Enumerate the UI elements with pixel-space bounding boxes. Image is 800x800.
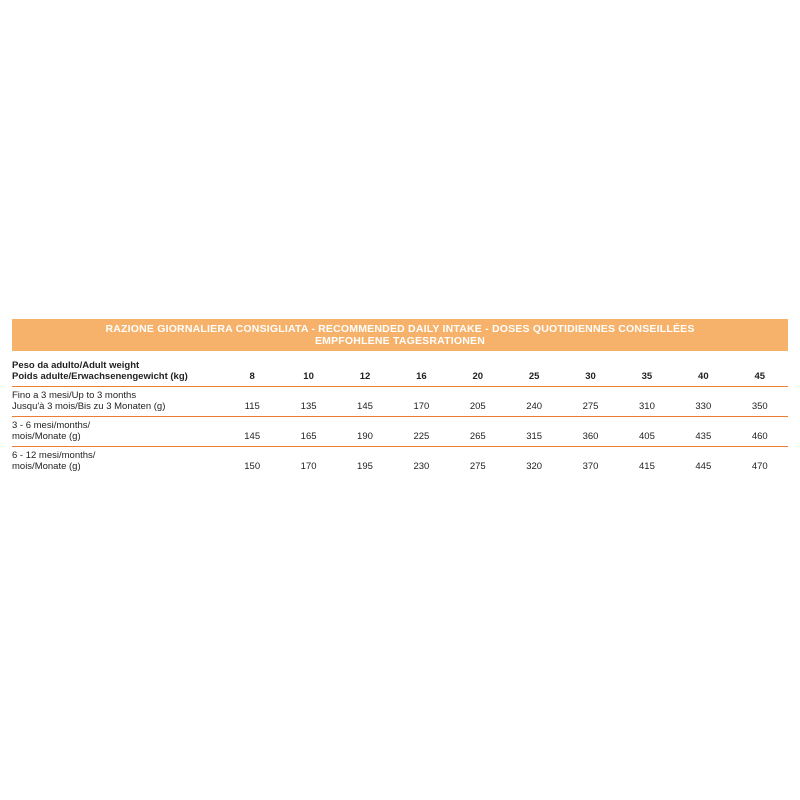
ration-cell: 460 xyxy=(751,431,768,442)
weight-column-header: 25 xyxy=(528,371,540,382)
weight-column-header: 45 xyxy=(754,371,766,382)
ration-cell: 150 xyxy=(244,461,261,472)
ration-cell: 230 xyxy=(413,461,430,472)
weight-column-header: 40 xyxy=(698,371,709,382)
weight-column-header: 16 xyxy=(416,371,427,382)
weight-column-header: 10 xyxy=(303,371,314,382)
ration-cell: 360 xyxy=(582,431,599,442)
ration-cell: 190 xyxy=(357,431,373,442)
weight-header-line-2: Poids adulte/Erwachsenengewicht (kg) xyxy=(12,371,188,382)
table-title-line-2: EMPFOHLENE TAGESRATIONEN xyxy=(314,335,486,347)
ration-cell: 165 xyxy=(300,431,317,442)
weight-header-line-1: Peso da adulto/Adult weight xyxy=(12,360,140,371)
ration-cell: 310 xyxy=(639,401,655,412)
ration-cell: 240 xyxy=(526,401,543,412)
ration-cell: 275 xyxy=(469,461,486,472)
ration-cell: 370 xyxy=(582,461,599,472)
table-title-banner xyxy=(12,319,788,351)
table-row xyxy=(12,447,788,477)
table-row xyxy=(12,417,788,447)
ration-cell: 195 xyxy=(357,461,373,472)
ration-cell: 145 xyxy=(357,401,373,412)
age-range-line-2: Jusqu'à 3 mois/Bis zu 3 Monaten (g) xyxy=(12,401,166,412)
weight-column-header: 20 xyxy=(472,371,484,382)
ration-cell: 115 xyxy=(244,401,260,412)
ration-cell: 225 xyxy=(413,431,430,442)
ration-cell: 275 xyxy=(582,401,599,412)
age-range-line-2: mois/Monate (g) xyxy=(12,431,81,442)
table-header-row xyxy=(12,360,788,387)
age-range-label xyxy=(12,387,224,417)
age-range-label xyxy=(12,447,224,477)
table-title-line-1: RAZIONE GIORNALIERA CONSIGLIATA - RECOMMENDED DAILY INTAKE - DOSES QUOTIDIENNES CONSEILLÉES xyxy=(105,323,695,335)
ration-cell: 135 xyxy=(300,401,317,412)
ration-cell: 170 xyxy=(413,401,430,412)
ration-cell: 350 xyxy=(751,401,768,412)
ration-cell: 170 xyxy=(300,461,317,472)
ration-cell: 205 xyxy=(469,401,486,412)
ration-cell: 320 xyxy=(526,461,543,472)
ration-cell: 405 xyxy=(639,431,655,442)
ration-cell: 415 xyxy=(639,461,655,472)
age-range-line-1: Fino a 3 mesi/Up to 3 months xyxy=(12,390,137,401)
feeding-table xyxy=(12,360,788,476)
age-range-line-1: 6 - 12 mesi/months/ xyxy=(12,450,96,461)
weight-column-header: 35 xyxy=(641,371,653,382)
weight-header-label xyxy=(12,360,224,387)
weight-column-header: 30 xyxy=(585,371,596,382)
feeding-guide xyxy=(12,319,788,476)
ration-cell: 445 xyxy=(695,461,712,472)
ration-cell: 435 xyxy=(695,431,712,442)
weight-column-header: 12 xyxy=(359,371,371,382)
age-range-line-2: mois/Monate (g) xyxy=(12,461,81,472)
table-row xyxy=(12,387,788,417)
age-range-label xyxy=(12,417,224,447)
age-range-line-1: 3 - 6 mesi/months/ xyxy=(12,420,91,431)
ration-cell: 265 xyxy=(469,431,486,442)
ration-cell: 145 xyxy=(244,431,261,442)
ration-cell: 315 xyxy=(526,431,543,442)
ration-cell: 330 xyxy=(695,401,712,412)
weight-column-header: 8 xyxy=(249,371,255,382)
ration-cell: 470 xyxy=(751,461,768,472)
